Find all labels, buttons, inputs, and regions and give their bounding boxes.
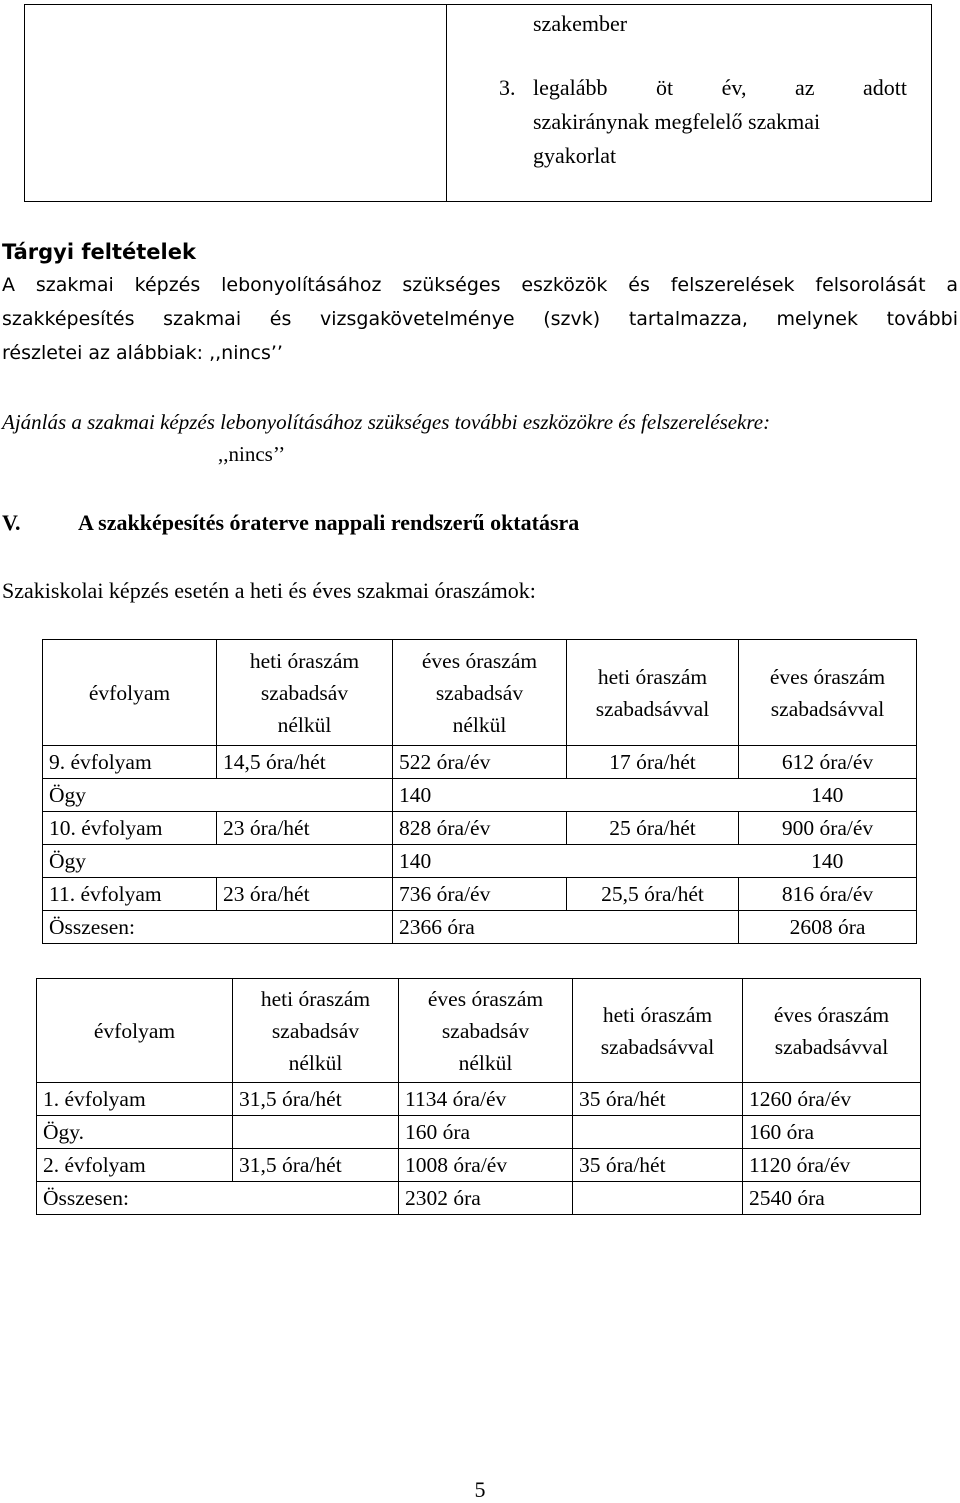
- section-number: V.: [2, 510, 21, 535]
- empty-cell: [573, 1182, 743, 1215]
- cell-weekly-with: 25,5 óra/hét: [567, 878, 739, 911]
- section-intro: Szakiskolai képzés esetén a heti és éves szakmai óraszámok:: [2, 578, 536, 603]
- section-heading: Tárgyi feltételek: [2, 240, 196, 264]
- cell-yearly-with: 140: [739, 845, 917, 878]
- cell-weekly-without: 23 óra/hét: [217, 812, 393, 845]
- header-yearly-with: éves óraszám szabadsávval: [743, 979, 921, 1083]
- cell-weekly-without: 31,5 óra/hét: [233, 1149, 399, 1182]
- cell-weekly-without: 23 óra/hét: [217, 878, 393, 911]
- header-weekly-with: heti óraszám szabadsávval: [567, 640, 739, 746]
- cell-yearly-without: 140: [393, 845, 567, 878]
- table-row: [43, 779, 917, 812]
- table-row: [37, 1116, 921, 1149]
- cell-yearly-without: 828 óra/év: [393, 812, 567, 845]
- cell-yearly-with: 1260 óra/év: [743, 1083, 921, 1116]
- empty-cell: [233, 1116, 399, 1149]
- row-label: Ögy.: [37, 1116, 233, 1149]
- empty-cell: [217, 779, 393, 812]
- recommendation-line-2: ,,nincs’’: [218, 442, 286, 466]
- hours-table-vocational: [42, 639, 917, 944]
- box-divider: [446, 5, 447, 201]
- row-label: 1. évfolyam: [37, 1083, 233, 1116]
- page-number: 5: [474, 1477, 486, 1502]
- item-text-line-2: szakiránynak megfelelő szakmai: [533, 109, 821, 134]
- total-label: Összesen:: [43, 911, 393, 944]
- cell-yearly-without: 160 óra: [399, 1116, 573, 1149]
- body-line-3: részletei az alábbiak: ,,nincs’’: [2, 342, 283, 364]
- table-row-total: [43, 911, 917, 944]
- recommendation-line-1: Ajánlás a szakmai képzés lebonyolításához szükséges további eszközökre és felszerelésekre:: [2, 410, 771, 434]
- empty-cell: [567, 911, 739, 944]
- cell-weekly-with: 25 óra/hét: [567, 812, 739, 845]
- item-text-line-3: gyakorlat: [533, 143, 617, 168]
- cell-yearly-with: 140: [739, 779, 917, 812]
- cell-weekly-without: 31,5 óra/hét: [233, 1083, 399, 1116]
- cell-weekly-with: 17 óra/hét: [567, 746, 739, 779]
- table-row: [37, 1149, 921, 1182]
- body-line-1: A szakmai képzés lebonyolításához szükséges eszközök és felszerelések felsorolását a: [2, 274, 958, 296]
- cell-yearly-without: 1134 óra/év: [399, 1083, 573, 1116]
- box-line-szakember: szakember: [533, 11, 628, 36]
- cell-weekly-with: 35 óra/hét: [573, 1083, 743, 1116]
- cell-yearly-without: 736 óra/év: [393, 878, 567, 911]
- cell-yearly-without: 1008 óra/év: [399, 1149, 573, 1182]
- table-row-total: [37, 1182, 921, 1215]
- table-row: [37, 1083, 921, 1116]
- total-with: 2608 óra: [739, 911, 917, 944]
- cell-yearly-without: 140: [393, 779, 567, 812]
- header-yearly-without: éves óraszám szabadsáv nélkül: [399, 979, 573, 1083]
- empty-cell: [217, 845, 393, 878]
- header-weekly-without: heti óraszám szabadsáv nélkül: [233, 979, 399, 1083]
- empty-cell: [567, 845, 739, 878]
- header-weekly-with: heti óraszám szabadsávval: [573, 979, 743, 1083]
- cell-weekly-with: 35 óra/hét: [573, 1149, 743, 1182]
- qualification-box: [24, 4, 932, 202]
- total-without: 2302 óra: [399, 1182, 573, 1215]
- empty-cell: [573, 1116, 743, 1149]
- table-row: [43, 812, 917, 845]
- row-label: 9. évfolyam: [43, 746, 217, 779]
- cell-yearly-with: 1120 óra/év: [743, 1149, 921, 1182]
- row-label: Ögy: [43, 845, 217, 878]
- cell-yearly-with: 612 óra/év: [739, 746, 917, 779]
- row-label: 2. évfolyam: [37, 1149, 233, 1182]
- row-label: Ögy: [43, 779, 217, 812]
- header-evfolyam: évfolyam: [37, 979, 233, 1083]
- header-weekly-without: heti óraszám szabadsáv nélkül: [217, 640, 393, 746]
- row-label: 10. évfolyam: [43, 812, 217, 845]
- cell-yearly-with: 160 óra: [743, 1116, 921, 1149]
- table-row: [43, 746, 917, 779]
- section-title: A szakképesítés óraterve nappali rendszerű oktatásra: [78, 510, 580, 535]
- cell-yearly-with: 900 óra/év: [739, 812, 917, 845]
- header-yearly-with: éves óraszám szabadsávval: [739, 640, 917, 746]
- cell-yearly-without: 522 óra/év: [393, 746, 567, 779]
- item-text-line-1: legalább öt év, az adott: [533, 75, 907, 100]
- hours-table-secondary: [36, 978, 921, 1215]
- table-row: [43, 878, 917, 911]
- total-without: 2366 óra: [393, 911, 567, 944]
- item-number: 3.: [499, 75, 516, 100]
- cell-weekly-without: 14,5 óra/hét: [217, 746, 393, 779]
- body-line-2: szakképesítés szakmai és vizsgakövetelménye (szvk) tartalmazza, melynek további: [2, 308, 958, 330]
- empty-cell: [567, 779, 739, 812]
- row-label: 11. évfolyam: [43, 878, 217, 911]
- table-row: [43, 845, 917, 878]
- cell-yearly-with: 816 óra/év: [739, 878, 917, 911]
- header-evfolyam: évfolyam: [43, 640, 217, 746]
- total-with: 2540 óra: [743, 1182, 921, 1215]
- header-yearly-without: éves óraszám szabadsáv nélkül: [393, 640, 567, 746]
- total-label: Összesen:: [37, 1182, 399, 1215]
